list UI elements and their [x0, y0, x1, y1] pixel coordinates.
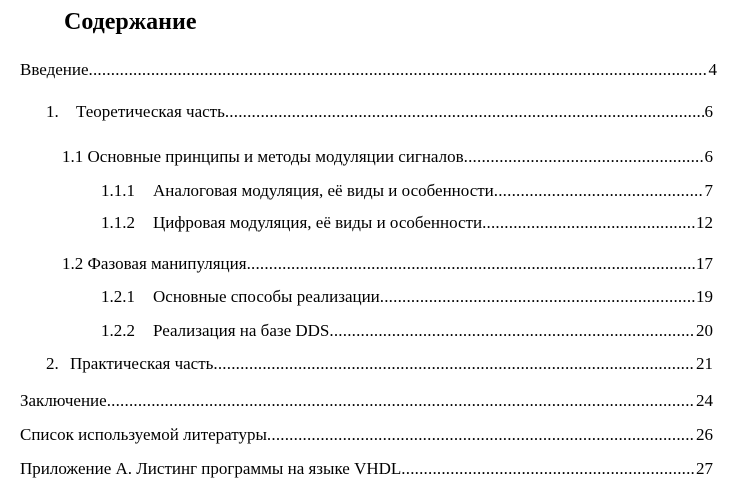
toc-entry-text: Аналоговая модуляция, её виды и особенности [153, 181, 494, 200]
toc-page-number: 27 [696, 459, 713, 478]
toc-title: Содержание [64, 9, 197, 35]
toc-entry-appendix[interactable] [20, 459, 713, 479]
toc-page-number: 20 [696, 321, 713, 340]
toc-dot-leader [213, 354, 695, 374]
toc-entry-number: 1.1.1 [101, 181, 135, 200]
toc-entry-1-1[interactable] [62, 147, 713, 167]
toc-page-number: 19 [696, 287, 713, 306]
toc-dot-leader [247, 254, 695, 274]
toc-entry-number: 1.2.1 [101, 287, 135, 306]
toc-entry-1-2[interactable] [62, 254, 713, 274]
toc-entry-1-1-1[interactable] [101, 181, 713, 201]
toc-entry-text: Основные способы реализации [153, 287, 380, 306]
toc-dot-leader [464, 147, 704, 167]
toc-entry-references[interactable] [20, 425, 713, 445]
toc-entry-text: Заключение [20, 391, 107, 410]
toc-dot-leader [401, 459, 695, 479]
toc-entry-1-1-2[interactable] [101, 213, 713, 233]
toc-entry-text: Теоретическая часть [76, 102, 225, 121]
toc-entry-1-2-1[interactable] [101, 287, 713, 307]
toc-entry-number: 1.1.2 [101, 213, 135, 232]
toc-dot-leader [380, 287, 695, 307]
toc-dot-leader [107, 391, 695, 411]
toc-page-number: 6 [704, 147, 713, 166]
toc-dot-leader [482, 213, 695, 233]
toc-page-number: 7 [704, 181, 713, 200]
toc-entry-text: Список используемой литературы [20, 425, 267, 444]
toc-entry-conclusion[interactable] [20, 391, 713, 411]
toc-dot-leader [267, 425, 695, 445]
toc-entry-introduction[interactable] [20, 60, 717, 80]
toc-entry-text: 1.1 Основные принципы и методы модуляции сигналов [62, 147, 464, 166]
toc-entry-text: Введение [20, 60, 89, 79]
toc-dot-leader [494, 181, 704, 201]
toc-entry-number: 1. [46, 102, 59, 121]
toc-entry-text: Практическая часть [70, 354, 214, 373]
toc-entry-text: Приложение А. Листинг программы на языке VHDL [20, 459, 402, 478]
toc-entry-text: 1.2 Фазовая манипуляция [62, 254, 247, 273]
toc-entry-practice[interactable] [46, 354, 713, 374]
toc-page-number: 4 [708, 60, 717, 79]
toc-page-number: 12 [696, 213, 713, 232]
toc-page-number: 21 [696, 354, 713, 373]
toc-page-number: 6 [704, 102, 713, 121]
toc-page-number: 17 [696, 254, 713, 273]
toc-entry-number: 1.2.2 [101, 321, 135, 340]
toc-page-number: 26 [696, 425, 713, 444]
toc-entry-theory[interactable] [46, 102, 713, 122]
toc-page-number: 24 [696, 391, 713, 410]
toc-dot-leader [329, 321, 695, 341]
toc-dot-leader [225, 102, 704, 122]
toc-entry-1-2-2[interactable] [101, 321, 713, 341]
toc-dot-leader [89, 60, 708, 80]
toc-entry-text: Цифровая модуляция, её виды и особенности [153, 213, 483, 232]
toc-entry-number: 2. [46, 354, 59, 373]
toc-entry-text: Реализация на базе DDS [153, 321, 330, 340]
